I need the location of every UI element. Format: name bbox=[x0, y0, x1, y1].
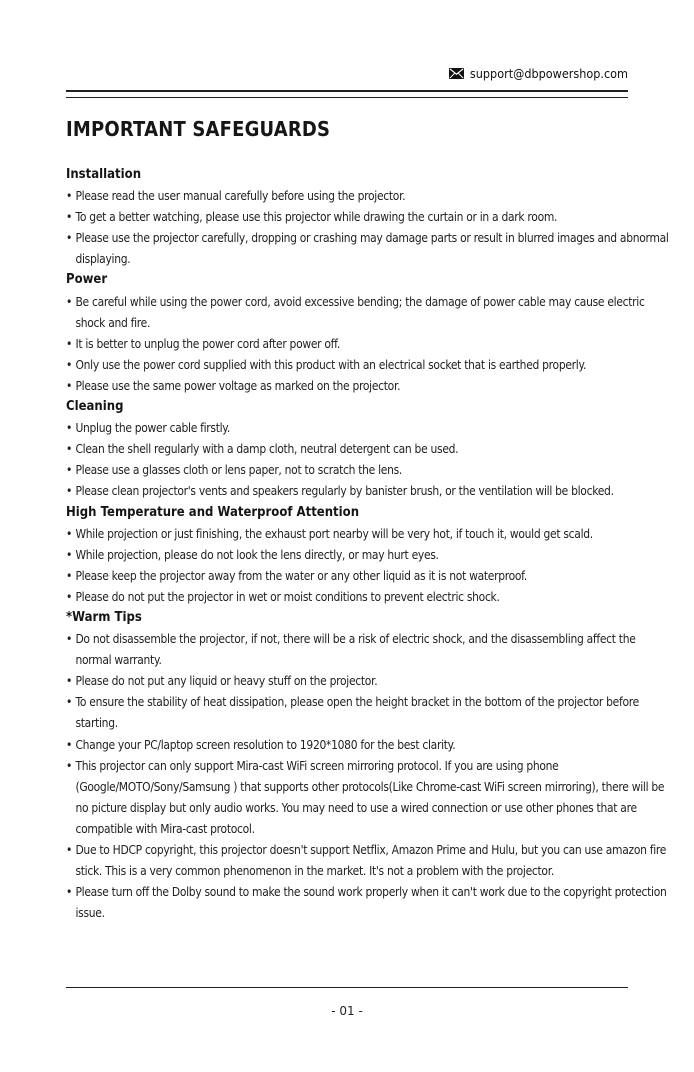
bullet-item: • Please use a glasses cloth or lens paper, not to scratch the lens. bbox=[66, 459, 674, 480]
footer-divider bbox=[66, 987, 628, 988]
bullet-item: • Please do not put any liquid or heavy stuff on the projector. bbox=[66, 670, 674, 691]
support-email-header bbox=[449, 66, 628, 81]
bullet-item: • While projection or just finishing, the exhaust port nearby will be very hot, if touch it, would get scald. bbox=[66, 523, 674, 544]
bullet-item: • Please clean projector's vents and speakers regularly by banister brush, or the ventilation will be blocked. bbox=[66, 480, 674, 501]
section-power bbox=[66, 269, 666, 396]
bullet-item: • Please keep the projector away from the water or any other liquid as it is not waterproof. bbox=[66, 565, 674, 586]
bullet-item: • It is better to unplug the power cord after power off. bbox=[66, 333, 674, 354]
bullet-item: • Change your PC/laptop screen resolution to 1920*1080 for the best clarity. bbox=[66, 734, 674, 755]
bullet-item: • Please read the user manual carefully before using the projector. bbox=[66, 185, 674, 206]
bullet-item: • Only use the power cord supplied with this product with an electrical socket that is earthed properly. bbox=[66, 354, 674, 375]
bullet-item: • Please use the same power voltage as marked on the projector. bbox=[66, 375, 674, 396]
section-heading: *Warm Tips bbox=[66, 609, 142, 625]
mail-icon bbox=[449, 68, 464, 79]
safeguards-content bbox=[66, 164, 669, 923]
bullet-item: • Due to HDCP copyright, this projector doesn't support Netflix, Amazon Prime and Hulu, but you can use amazon fire stick. This is a very common phenomenon in the market. It's not a problem with the projector. bbox=[66, 839, 674, 881]
bullet-item: • Please do not put the projector in wet or moist conditions to prevent electric shock. bbox=[66, 586, 674, 607]
support-email[interactable]: support@dbpowershop.com bbox=[469, 66, 628, 81]
section-warm-tips bbox=[66, 607, 666, 923]
section-cleaning bbox=[66, 396, 666, 501]
section-installation bbox=[66, 164, 669, 269]
bullet-item: • Please use the projector carefully, dropping or crashing may damage parts or result in blurred images and abnormal displaying. bbox=[66, 227, 674, 269]
section-high-temperature-and-waterproof-attention bbox=[66, 502, 666, 607]
bullet-item: • Please turn off the Dolby sound to make the sound work properly when it can't work due to the copyright protection issue. bbox=[66, 881, 674, 923]
section-heading: High Temperature and Waterproof Attention bbox=[66, 504, 360, 520]
bullet-item: • Be careful while using the power cord, avoid excessive bending; the damage of power cable may cause electric shock and fire. bbox=[66, 291, 674, 333]
bullet-item: • Do not disassemble the projector, if not, there will be a risk of electric shock, and the disassembling affect the normal warranty. bbox=[66, 628, 674, 670]
bullet-item: • Unplug the power cable firstly. bbox=[66, 417, 674, 438]
section-heading: Cleaning bbox=[66, 399, 124, 415]
page-title: IMPORTANT SAFEGUARDS bbox=[66, 117, 331, 141]
section-heading: Installation bbox=[66, 167, 142, 182]
section-heading: Power bbox=[66, 272, 108, 288]
bullet-item: • Clean the shell regularly with a damp cloth, neutral detergent can be used. bbox=[66, 438, 674, 459]
page-number: - 01 - bbox=[331, 1004, 363, 1018]
header-divider bbox=[66, 90, 628, 98]
bullet-item: • This projector can only support Mira-cast WiFi screen mirroring protocol. If you are using phone (Google/MOTO/Sony/Samsung ) that supports other protocols(Like Chrome-cast WiFi screen mirroring), there will be no picture display but only audio works. You may need to use a wired connection or use other phones that are compatible with Mira-cast protocol. bbox=[66, 755, 674, 839]
bullet-item: • While projection, please do not look the lens directly, or may hurt eyes. bbox=[66, 544, 674, 565]
bullet-item: • To get a better watching, please use this projector while drawing the curtain or in a dark room. bbox=[66, 206, 674, 227]
bullet-item: • To ensure the stability of heat dissipation, please open the height bracket in the bottom of the projector before starting. bbox=[66, 691, 674, 733]
